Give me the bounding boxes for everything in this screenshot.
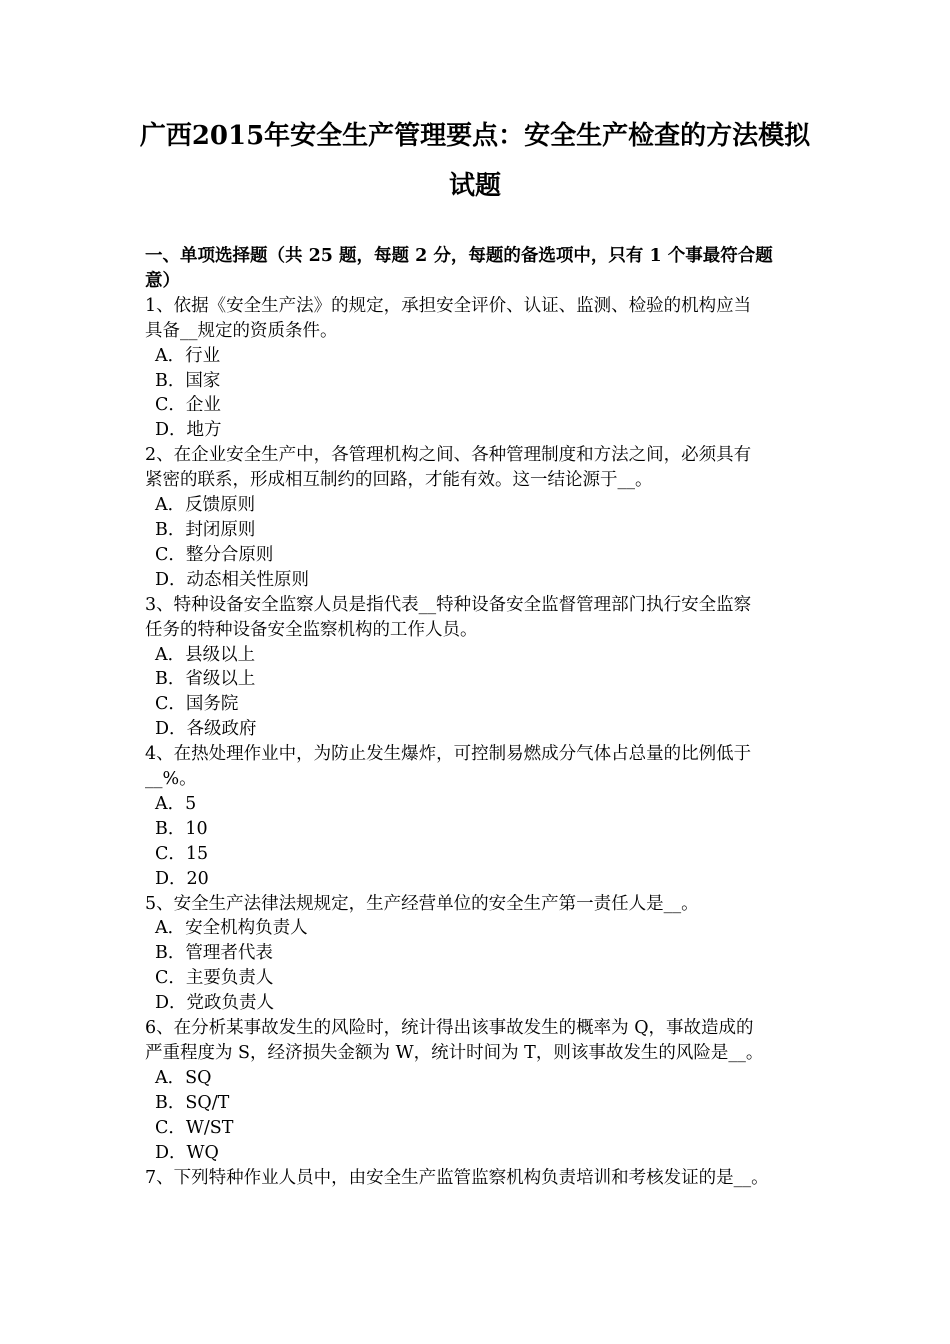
answer-option: C．国务院 (155, 694, 239, 715)
question-text-line: 紧密的联系，形成相互制约的回路，才能有效。这一结论源于__。 (145, 470, 653, 491)
question-text-line: __%。 (145, 769, 197, 790)
question-item (145, 593, 809, 742)
answer-option: B．SQ/T (155, 1092, 230, 1113)
question-item (145, 742, 809, 891)
answer-option: D．地方 (155, 420, 222, 441)
question-text-line: 任务的特种设备安全监察机构的工作人员。 (145, 619, 478, 640)
answer-option: A．县级以上 (155, 644, 256, 665)
title-line-1: 广西2015年安全生产管理要点：安全生产检查的方法模拟 (139, 121, 811, 151)
section-heading-line-1: 一、单项选择题（共 25 题，每题 2 分，每题的备选项中，只有 1 个事最符合题 (145, 246, 773, 266)
answer-option: C．主要负责人 (155, 968, 274, 989)
answer-option: A．安全机构负责人 (155, 918, 308, 939)
answer-option: A．行业 (155, 345, 221, 366)
answer-option: A．5 (155, 793, 197, 814)
answer-option: D．各级政府 (155, 719, 257, 740)
question-text-line: 2、在企业安全生产中，各管理机构之间、各种管理制度和方法之间，必须具有 (145, 445, 752, 466)
answer-option: B．10 (155, 818, 208, 839)
answer-option: D．党政负责人 (155, 993, 275, 1014)
answer-option: C．企业 (155, 395, 221, 416)
title-line-2: 试题 (448, 171, 501, 201)
question-text-line: 1、依据《安全生产法》的规定，承担安全评价、认证、监测、检验的机构应当 (145, 295, 752, 316)
answer-option: C．W/ST (155, 1117, 234, 1138)
answer-option: C．整分合原则 (155, 544, 274, 565)
answer-option: B．国家 (155, 370, 221, 391)
question-item (145, 294, 809, 443)
answer-option: D．动态相关性原则 (155, 569, 310, 590)
question-text-line: 5、安全生产法律法规规定，生产经营单位的安全生产第一责任人是__。 (145, 893, 699, 914)
question-item (145, 1016, 809, 1165)
answer-option: A．SQ (155, 1067, 212, 1088)
answer-option: C．15 (155, 843, 209, 864)
question-text-line: 7、下列特种作业人员中，由安全生产监管监察机构负责培训和考核发证的是__。 (145, 1167, 769, 1188)
answer-option: D．WQ (155, 1142, 219, 1163)
answer-option: B．管理者代表 (155, 943, 273, 964)
document-body (145, 244, 809, 1190)
section-heading-line-2: 意） (145, 270, 180, 291)
question-text-line: 3、特种设备安全监察人员是指代表__特种设备安全监督管理部门执行安全监察 (145, 594, 752, 615)
question-text-line: 严重程度为 S，经济损失金额为 W，统计时间为 T，则该事故发生的风险是__。 (145, 1043, 764, 1063)
question-item (145, 892, 809, 1017)
question-text-line: 6、在分析某事故发生的风险时，统计得出该事故发生的概率为 Q，事故造成的 (145, 1018, 754, 1039)
question-item (145, 1166, 809, 1191)
question-text-line: 具备__规定的资质条件。 (145, 320, 338, 341)
answer-option: B．省级以上 (155, 669, 256, 690)
document-title (120, 112, 830, 212)
answer-option: B．封闭原则 (155, 519, 256, 540)
answer-option: A．反馈原则 (155, 495, 256, 516)
section-heading (145, 244, 809, 294)
question-text-line: 4、在热处理作业中，为防止发生爆炸，可控制易燃成分气体占总量的比例低于 (145, 744, 752, 765)
answer-option: D．20 (155, 868, 209, 889)
question-list (145, 294, 809, 1191)
question-item (145, 443, 809, 592)
